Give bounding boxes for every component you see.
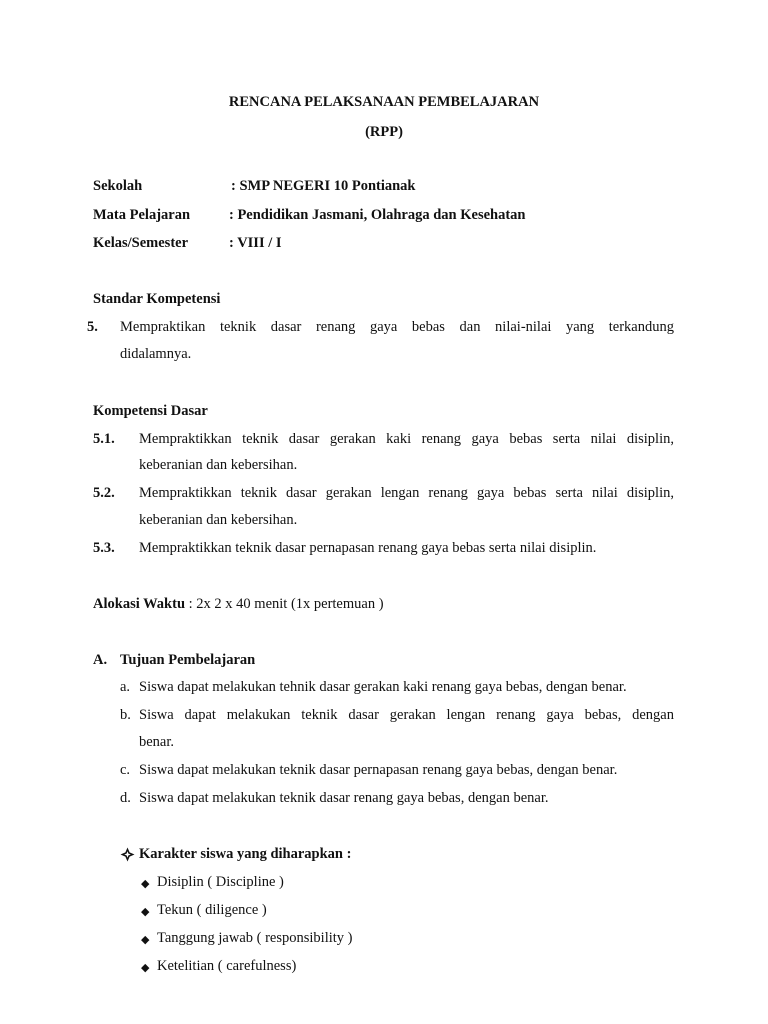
karakter-item: Tanggung jawab ( responsibility ) bbox=[157, 930, 353, 946]
tujuan-item-text: Siswa dapat melakukan teknik dasar pernapasan renang gaya bebas, dengan benar. bbox=[139, 762, 618, 778]
kompetensi-item-number: 5.2. bbox=[93, 485, 115, 501]
standar-text-line2: didalamnya. bbox=[120, 346, 192, 362]
kompetensi-item-number: 5.1. bbox=[93, 431, 115, 447]
tujuan-letter: A. bbox=[93, 652, 108, 668]
document-title: RENCANA PELAKSANAAN PEMBELAJARAN bbox=[228, 94, 540, 110]
identity-label-kelas: Kelas/Semester bbox=[93, 235, 189, 251]
kompetensi-item-line1: Mempraktikkan teknik dasar gerakan lengan renang gaya bebas serta nilai disiplin, bbox=[139, 485, 674, 501]
identity-value-mapel: : Pendidikan Jasmani, Olahraga dan Kesehatan bbox=[229, 207, 526, 223]
kompetensi-heading: Kompetensi Dasar bbox=[93, 403, 208, 419]
standar-text-line1: Mempraktikan teknik dasar renang gaya bebas dan nilai-nilai yang terkandung bbox=[120, 319, 674, 335]
alokasi-value: : 2x 2 x 40 menit (1x pertemuan ) bbox=[185, 596, 384, 612]
tujuan-item-text-line2: benar. bbox=[139, 734, 175, 750]
tujuan-item-letter: b. bbox=[120, 707, 131, 723]
diamond-bullet-icon: ◆ bbox=[141, 962, 150, 974]
kompetensi-item-line2: keberanian dan kebersihan. bbox=[139, 512, 298, 528]
tujuan-item-letter: d. bbox=[120, 790, 131, 806]
tujuan-heading: Tujuan Pembelajaran bbox=[120, 652, 256, 668]
karakter-item: Tekun ( diligence ) bbox=[157, 902, 267, 918]
kompetensi-item-number: 5.3. bbox=[93, 540, 115, 556]
diamond-bullet-icon: ◆ bbox=[141, 906, 150, 918]
identity-label-sekolah: Sekolah bbox=[93, 178, 143, 194]
identity-value-sekolah: : SMP NEGERI 10 Pontianak bbox=[231, 178, 416, 194]
diamond-four-petal-icon bbox=[120, 847, 135, 862]
standar-heading: Standar Kompetensi bbox=[93, 291, 221, 307]
alokasi-waktu bbox=[93, 596, 384, 613]
alokasi-label: Alokasi Waktu bbox=[93, 596, 186, 612]
tujuan-item-letter: a. bbox=[120, 679, 131, 695]
standar-number: 5. bbox=[87, 319, 98, 335]
kompetensi-item-line1: Mempraktikkan teknik dasar gerakan kaki renang gaya bebas serta nilai disiplin, bbox=[139, 431, 674, 447]
tujuan-item-letter: c. bbox=[120, 762, 131, 778]
karakter-heading: Karakter siswa yang diharapkan : bbox=[139, 846, 352, 862]
document-subtitle: (RPP) bbox=[365, 124, 403, 140]
tujuan-item-text: Siswa dapat melakukan tehnik dasar gerakan kaki renang gaya bebas, dengan benar. bbox=[139, 679, 627, 695]
tujuan-item-text: Siswa dapat melakukan teknik dasar gerakan lengan renang gaya bebas, dengan bbox=[139, 707, 674, 723]
diamond-bullet-icon: ◆ bbox=[141, 934, 150, 946]
identity-label-mapel: Mata Pelajaran bbox=[93, 207, 191, 223]
diamond-bullet-icon: ◆ bbox=[141, 878, 150, 890]
identity-value-kelas: : VIII / I bbox=[229, 235, 282, 251]
kompetensi-item-line2: keberanian dan kebersihan. bbox=[139, 457, 298, 473]
tujuan-item-text: Siswa dapat melakukan teknik dasar renang gaya bebas, dengan benar. bbox=[139, 790, 549, 806]
karakter-item: Disiplin ( Discipline ) bbox=[157, 874, 284, 890]
kompetensi-item-line1: Mempraktikkan teknik dasar pernapasan renang gaya bebas serta nilai disiplin. bbox=[139, 540, 597, 556]
karakter-item: Ketelitian ( carefulness) bbox=[157, 958, 297, 974]
